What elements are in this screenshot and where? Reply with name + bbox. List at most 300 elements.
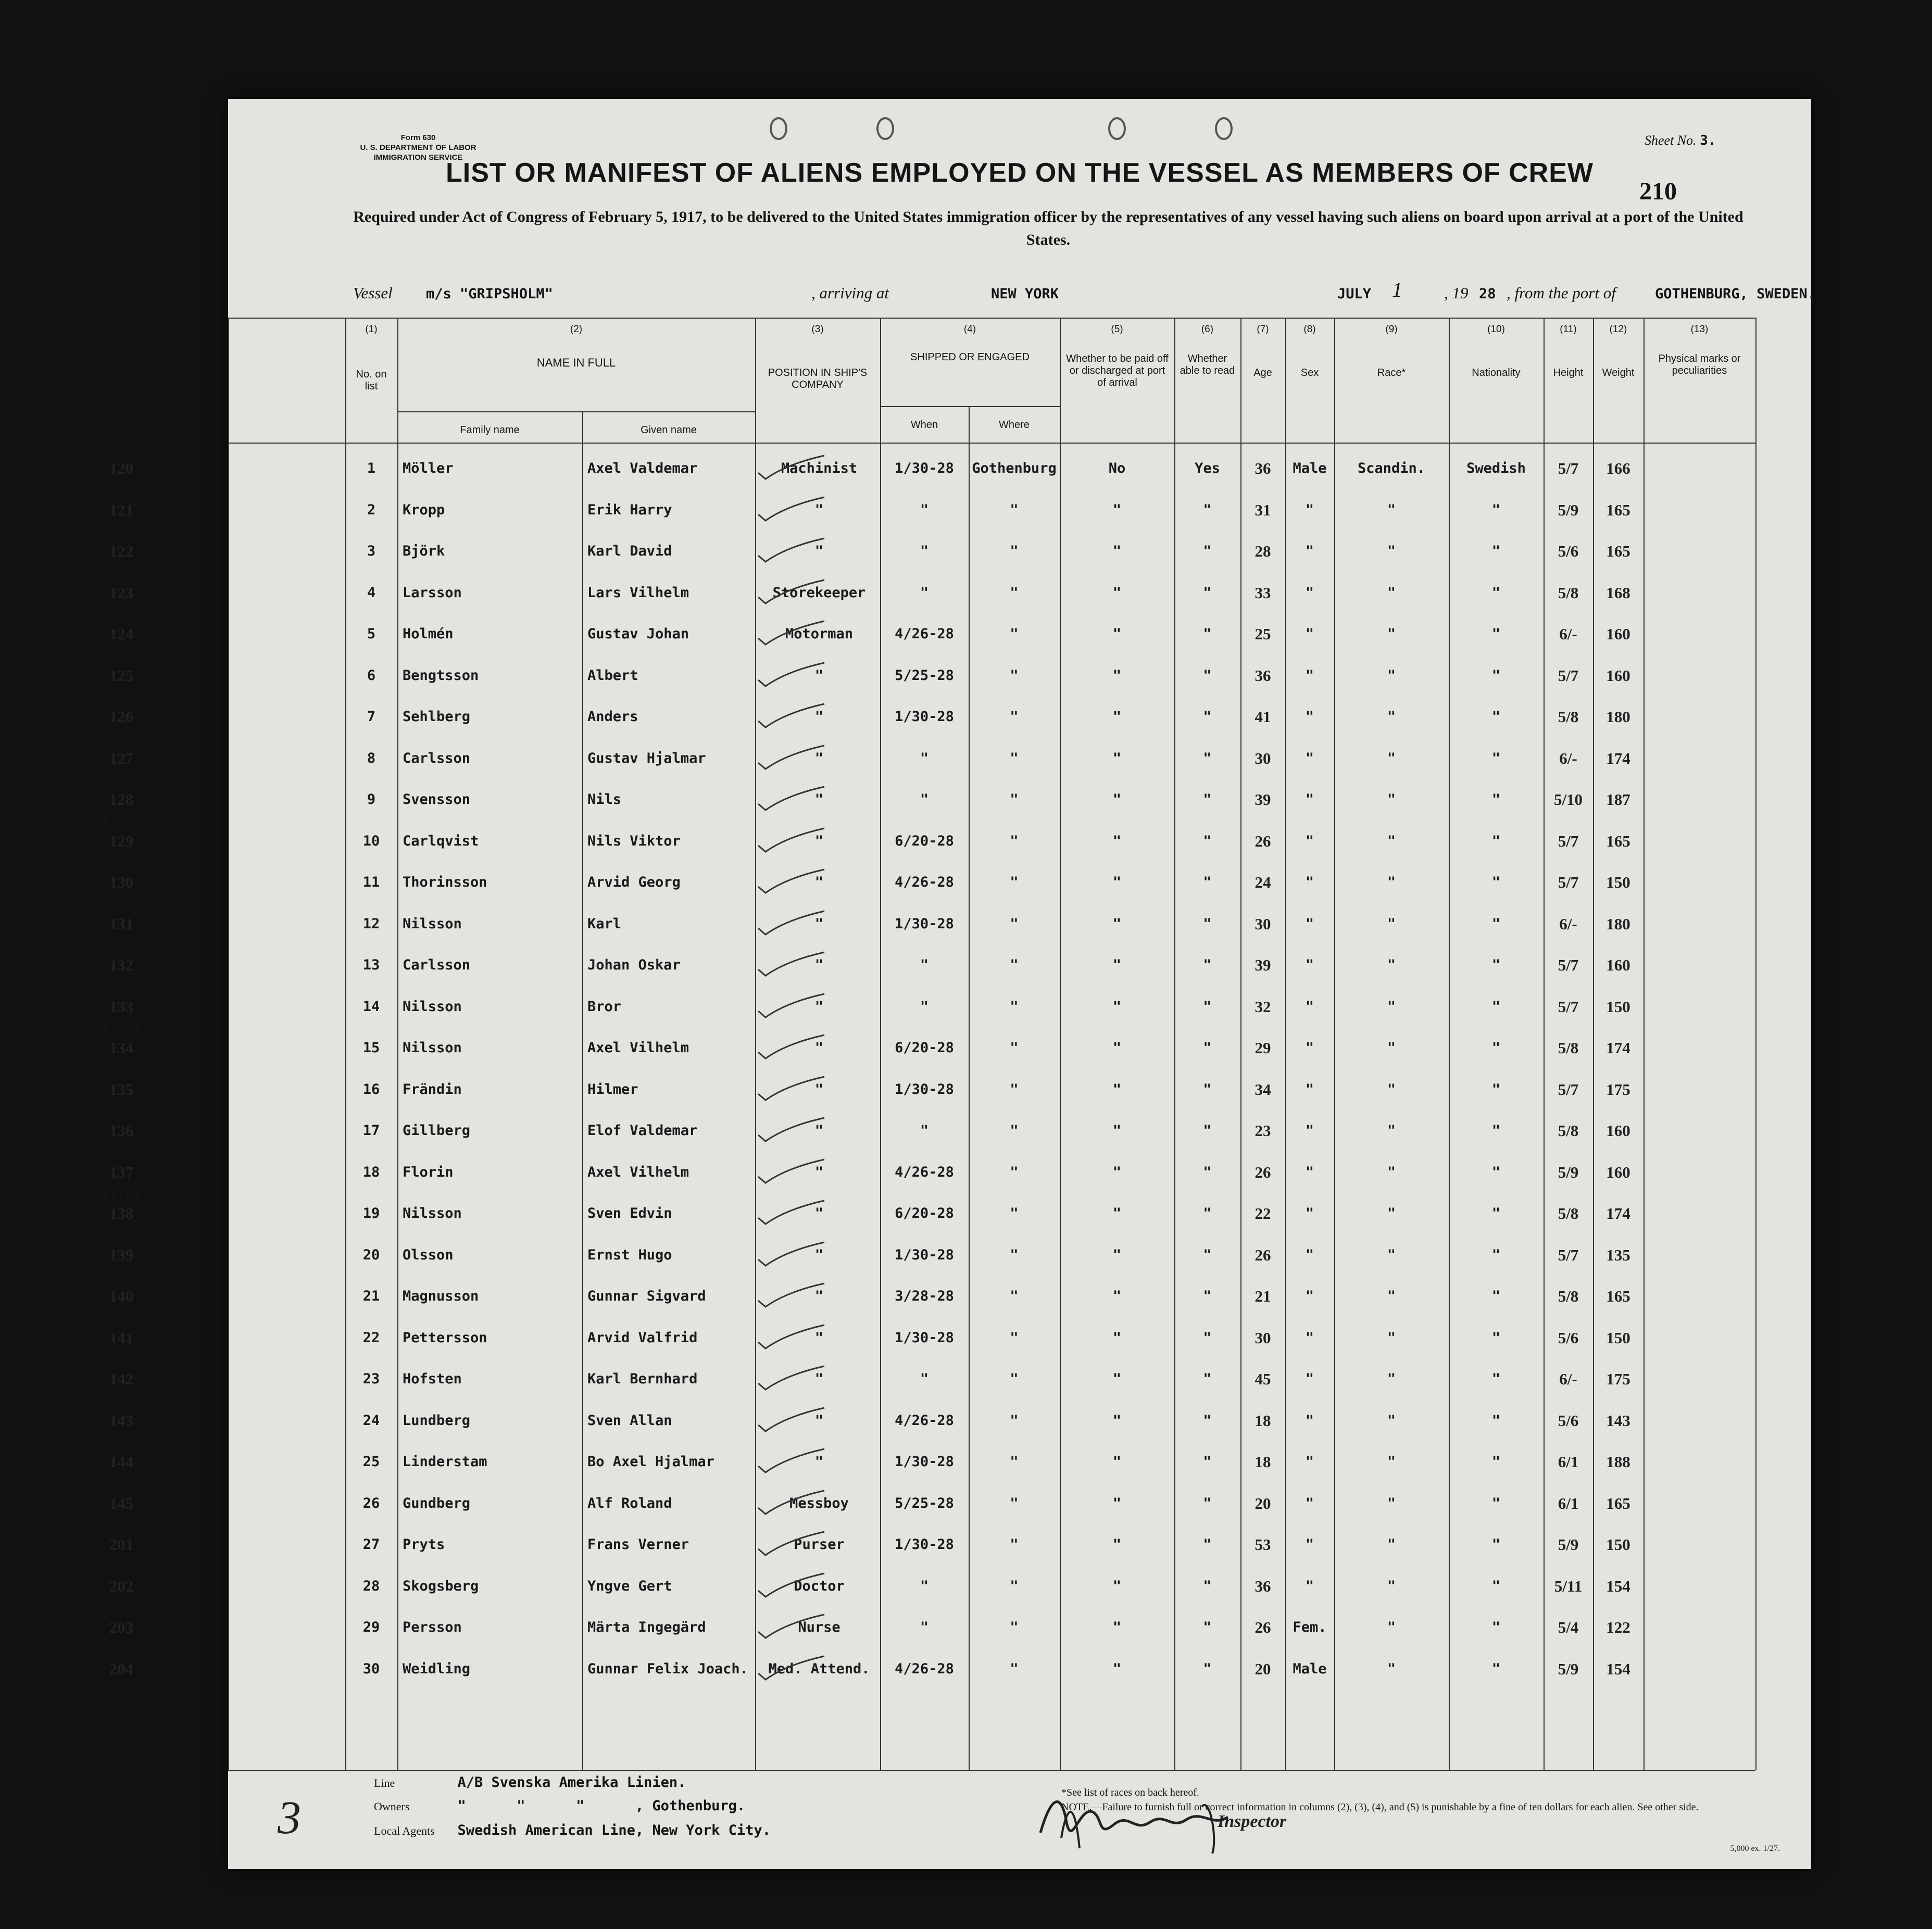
table-row (109, 779, 1811, 821)
shipped-where: " (1010, 1371, 1019, 1387)
header-physical-marks: Physical marks or peculiarities (1658, 353, 1741, 376)
weight: 175 (1606, 1080, 1630, 1099)
punch-hole (876, 117, 894, 140)
position: Machinist (781, 460, 858, 476)
paid-off: " (1112, 667, 1122, 684)
header-nationality: Nationality (1472, 367, 1521, 379)
sex: " (1305, 1205, 1314, 1221)
punch-hole (1215, 117, 1233, 140)
age: 45 (1254, 1370, 1271, 1388)
shipped-where: " (1010, 1578, 1019, 1594)
given-name: Karl Bernhard (587, 1371, 698, 1387)
paid-off: " (1112, 874, 1122, 890)
table-row (109, 1276, 1811, 1317)
header-family-name: Family name (460, 424, 520, 436)
weight: 150 (1606, 997, 1630, 1016)
margin-record-number: 131 (109, 914, 134, 933)
nationality: " (1491, 1040, 1501, 1056)
sex: " (1305, 1412, 1314, 1429)
table-row (109, 1069, 1811, 1111)
sex: " (1305, 833, 1314, 849)
check-mark-icon (754, 784, 827, 815)
able-to-read: " (1203, 874, 1212, 890)
sheet-label: Sheet No. (1645, 133, 1697, 148)
race: " (1387, 957, 1396, 973)
position: " (814, 791, 824, 808)
list-number: 8 (367, 750, 376, 766)
table-row (109, 655, 1811, 697)
family-name: Björk (403, 543, 445, 559)
margin-record-number: 201 (109, 1535, 134, 1554)
paid-off: " (1112, 915, 1122, 932)
paid-off: No (1108, 460, 1126, 476)
age: 29 (1254, 1039, 1271, 1057)
shipped-when: 4/26-28 (895, 874, 954, 890)
signature-text: Inspector (1218, 1812, 1287, 1831)
able-to-read: " (1203, 750, 1212, 766)
age: 31 (1254, 500, 1271, 519)
weight: 175 (1606, 1370, 1630, 1388)
shipped-where: " (1010, 750, 1019, 766)
weight: 160 (1606, 1163, 1630, 1181)
header-able-to-read: Whether able to read (1180, 353, 1235, 376)
list-number: 6 (367, 667, 376, 684)
check-mark-icon (754, 495, 827, 526)
family-name: Möller (403, 460, 454, 476)
margin-record-number: 132 (109, 956, 134, 974)
shipped-where: " (1010, 1412, 1019, 1429)
weight: 165 (1606, 831, 1630, 850)
family-name: Kropp (403, 501, 445, 518)
shipped-when: 6/20-28 (895, 1205, 954, 1221)
sex: " (1305, 874, 1314, 890)
given-name: Nils (587, 791, 622, 808)
able-to-read: " (1203, 1412, 1212, 1429)
header-when: When (910, 419, 938, 431)
paid-off: " (1112, 1040, 1122, 1056)
sex: " (1305, 915, 1314, 932)
table-row (109, 986, 1811, 1028)
margin-record-number: 136 (109, 1121, 134, 1140)
race: " (1387, 1081, 1396, 1098)
age: 18 (1254, 1411, 1271, 1430)
footer-line (374, 1774, 686, 1791)
height: 5/7 (1558, 956, 1579, 974)
requirement-text: Required under Act of Congress of February 5, 1917, to be delivered to the United States immigration officer by the representatives of any vessel having such aliens on board upon arrival at a port of the United States. (353, 208, 1743, 248)
paid-off: " (1112, 1371, 1122, 1387)
check-mark-icon (754, 1322, 827, 1354)
check-mark-icon (754, 909, 827, 940)
margin-record-number: 142 (109, 1370, 134, 1388)
shipped-when: " (920, 1371, 929, 1387)
position: " (814, 1454, 824, 1470)
table-row (109, 1234, 1811, 1276)
sex: " (1305, 998, 1314, 1015)
height: 6/- (1559, 625, 1577, 643)
header-age: Age (1253, 367, 1272, 379)
weight: 150 (1606, 1535, 1630, 1554)
paid-off: " (1112, 1619, 1122, 1635)
age: 41 (1254, 708, 1271, 726)
table-row (109, 1317, 1811, 1359)
paid-off: " (1112, 998, 1122, 1015)
header-name-in-full: NAME IN FULL (536, 356, 616, 369)
table-row (109, 1566, 1811, 1607)
given-name: Arvid Georg (587, 874, 681, 890)
position: " (814, 874, 824, 890)
able-to-read: " (1203, 626, 1212, 642)
margin-record-number: 135 (109, 1080, 134, 1099)
family-name: Linderstam (403, 1454, 487, 1470)
race: " (1387, 543, 1396, 559)
family-name: Gillberg (403, 1123, 471, 1139)
margin-record-number: 128 (109, 790, 134, 809)
list-number: 7 (367, 709, 376, 725)
nationality: " (1491, 1329, 1501, 1346)
age: 30 (1254, 1328, 1271, 1347)
able-to-read: " (1203, 543, 1212, 559)
given-name: Anders (587, 709, 638, 725)
footer-owners (374, 1798, 745, 1814)
race: " (1387, 709, 1396, 725)
sex: " (1305, 791, 1314, 808)
margin-record-number: 133 (109, 997, 134, 1016)
check-mark-icon (754, 1074, 827, 1105)
position: " (814, 1246, 824, 1263)
nationality: " (1491, 915, 1501, 932)
position: " (814, 501, 824, 518)
nationality: " (1491, 501, 1501, 518)
arrival-month: JULY (1337, 286, 1372, 302)
given-name: Sven Edvin (587, 1205, 672, 1221)
paid-off: " (1112, 791, 1122, 808)
family-name: Nilsson (403, 915, 462, 932)
list-number: 13 (362, 957, 380, 973)
able-to-read: " (1203, 1164, 1212, 1180)
table-row (109, 1400, 1811, 1442)
check-mark-icon (754, 701, 827, 733)
shipped-when: " (920, 543, 929, 559)
first-trip-note: First (103, 816, 141, 831)
nationality: " (1491, 1205, 1501, 1221)
given-name: Nils Viktor (587, 833, 681, 849)
given-name: Arvid Valfrid (587, 1329, 698, 1346)
paid-off: " (1112, 1454, 1122, 1470)
able-to-read: " (1203, 1288, 1212, 1304)
column-number: (3) (811, 324, 824, 335)
check-mark-icon (754, 1612, 827, 1643)
nationality: " (1491, 998, 1501, 1015)
sex: " (1305, 1454, 1314, 1470)
table-row (109, 613, 1811, 655)
check-mark-icon (754, 660, 827, 691)
column-number: (13) (1690, 324, 1709, 335)
margin-record-number: 126 (109, 708, 134, 726)
agents-label: Local Agents (374, 1824, 435, 1837)
column-number: (1) (365, 324, 378, 335)
shipped-where: " (1010, 1619, 1019, 1635)
table-row (109, 572, 1811, 614)
height: 5/6 (1558, 1328, 1579, 1347)
paid-off: " (1112, 833, 1122, 849)
family-name: Skogsberg (403, 1578, 479, 1594)
margin-record-number: 123 (109, 583, 134, 602)
table-row (109, 531, 1811, 572)
family-name: Frändin (403, 1081, 462, 1098)
given-name: Yngve Gert (587, 1578, 672, 1594)
able-to-read: " (1203, 833, 1212, 849)
shipped-when: 4/26-28 (895, 626, 954, 642)
shipped-when: 6/20-28 (895, 1040, 954, 1056)
owners-value: " " " , Gothenburg. (457, 1798, 746, 1814)
race: " (1387, 1246, 1396, 1263)
race: " (1387, 1040, 1396, 1056)
check-mark-icon (754, 1198, 827, 1229)
vessel-name: m/s "GRIPSHOLM" (426, 286, 553, 302)
height: 5/11 (1554, 1577, 1583, 1595)
sex: Male (1293, 1660, 1327, 1677)
paid-off: " (1112, 1123, 1122, 1139)
sex: " (1305, 584, 1314, 601)
check-mark-icon (754, 577, 827, 609)
shipped-where: " (1010, 957, 1019, 973)
paid-off: " (1112, 1578, 1122, 1594)
nationality: " (1491, 1371, 1501, 1387)
margin-record-number: 124 (109, 625, 134, 643)
list-number: 20 (362, 1246, 380, 1263)
nationality: " (1491, 626, 1501, 642)
race: " (1387, 1123, 1396, 1139)
list-number: 30 (362, 1660, 380, 1677)
given-name: Karl David (587, 543, 672, 559)
check-mark-icon (754, 1571, 827, 1602)
list-number: 1 (367, 460, 376, 476)
age: 36 (1254, 1577, 1271, 1595)
able-to-read: " (1203, 667, 1212, 684)
height: 5/7 (1558, 1245, 1579, 1264)
sex: " (1305, 1536, 1314, 1553)
shipped-where: " (1010, 1164, 1019, 1180)
weight: 168 (1606, 583, 1630, 602)
weight: 160 (1606, 625, 1630, 643)
weight: 160 (1606, 1121, 1630, 1140)
shipped-when: 3/28-28 (895, 1288, 954, 1304)
punch-hole (770, 117, 787, 140)
family-name: Larsson (403, 584, 462, 601)
sex: " (1305, 1288, 1314, 1304)
able-to-read: " (1203, 584, 1212, 601)
shipped-where: " (1010, 543, 1019, 559)
sex: " (1305, 1371, 1314, 1387)
margin-record-number: 134 (109, 1039, 134, 1057)
race: " (1387, 1329, 1396, 1346)
list-number: 22 (362, 1329, 380, 1346)
nationality: " (1491, 750, 1501, 766)
able-to-read: " (1203, 915, 1212, 932)
family-name: Nilsson (403, 998, 462, 1015)
table-row (109, 489, 1811, 531)
race: " (1387, 750, 1396, 766)
nationality: " (1491, 1164, 1501, 1180)
position: " (814, 1371, 824, 1387)
nationality: " (1491, 1495, 1501, 1511)
weight: 180 (1606, 914, 1630, 933)
paid-off: " (1112, 1536, 1122, 1553)
position: " (814, 1164, 824, 1180)
margin-record-number: 125 (109, 666, 134, 685)
check-mark-icon (754, 1281, 827, 1312)
nationality: " (1491, 791, 1501, 808)
list-number: 10 (362, 833, 380, 849)
age: 53 (1254, 1535, 1271, 1554)
shipped-when: 4/26-28 (895, 1412, 954, 1429)
nationality: " (1491, 1536, 1501, 1553)
check-mark-icon (754, 1529, 827, 1560)
penalty-note: NOTE.—Failure to furnish full or correct information in columns (2), (3), (4), and (5) is punishable by a fine of ten dollars for each alien. See other side. (1061, 1801, 1699, 1813)
column-number: (6) (1201, 324, 1214, 335)
list-number: 18 (362, 1164, 380, 1180)
shipped-where: " (1010, 791, 1019, 808)
table-row (109, 448, 1811, 489)
row-rule (397, 411, 755, 412)
paid-off: " (1112, 543, 1122, 559)
shipped-where: " (1010, 915, 1019, 932)
shipped-where: " (1010, 1205, 1019, 1221)
nationality: " (1491, 874, 1501, 890)
shipped-where: " (1010, 667, 1019, 684)
position: " (814, 915, 824, 932)
able-to-read: " (1203, 1536, 1212, 1553)
weight: 174 (1606, 1039, 1630, 1057)
arrival-port: NEW YORK (991, 286, 1059, 302)
list-number: 9 (367, 791, 376, 808)
given-name: Axel Vilhelm (587, 1040, 689, 1056)
weight: 160 (1606, 956, 1630, 974)
line-value: A/B Svenska Amerika Linien. (457, 1774, 686, 1791)
margin-record-number: 139 (109, 1245, 134, 1264)
given-name: Johan Oskar (587, 957, 681, 973)
family-name: Weidling (403, 1660, 471, 1677)
family-name: Bengtsson (403, 667, 479, 684)
position: " (814, 1040, 824, 1056)
height: 5/7 (1558, 873, 1579, 891)
position: " (814, 957, 824, 973)
height: 5/8 (1558, 708, 1579, 726)
weight: 174 (1606, 1204, 1630, 1222)
shipped-where: " (1010, 1495, 1019, 1511)
shipped-where: Gothenburg (972, 460, 1057, 476)
check-mark-icon (754, 536, 827, 567)
shipped-when: 1/30-28 (895, 915, 954, 932)
weight: 154 (1606, 1577, 1630, 1595)
able-to-read: " (1203, 1246, 1212, 1263)
shipped-when: " (920, 1123, 929, 1139)
position: " (814, 709, 824, 725)
check-mark-icon (754, 1654, 827, 1685)
paid-off: " (1112, 1246, 1122, 1263)
race: " (1387, 626, 1396, 642)
able-to-read: " (1203, 1454, 1212, 1470)
margin-record-number: 143 (109, 1411, 134, 1430)
table-row (109, 944, 1811, 986)
able-to-read: " (1203, 1040, 1212, 1056)
family-name: Gundberg (403, 1495, 471, 1511)
nationality: " (1491, 584, 1501, 601)
weight: 150 (1606, 1328, 1630, 1347)
paid-off: " (1112, 1205, 1122, 1221)
position: " (814, 667, 824, 684)
race: " (1387, 1164, 1396, 1180)
weight: 165 (1606, 500, 1630, 519)
weight: 160 (1606, 666, 1630, 685)
table-row (109, 696, 1811, 738)
race: " (1387, 791, 1396, 808)
given-name: Elof Valdemar (587, 1123, 698, 1139)
arriving-label: , arriving at (811, 284, 889, 302)
age: 28 (1254, 542, 1271, 560)
age: 22 (1254, 1204, 1271, 1222)
table-row (109, 862, 1811, 903)
column-number: (8) (1303, 324, 1316, 335)
race: " (1387, 874, 1396, 890)
position: Purser (794, 1536, 845, 1553)
column-number: (10) (1487, 324, 1505, 335)
race: " (1387, 1412, 1396, 1429)
column-number: (4) (963, 324, 976, 335)
footer-agents (374, 1822, 771, 1838)
list-number: 14 (362, 998, 380, 1015)
shipped-where: " (1010, 1288, 1019, 1304)
sheet-value: 3. (1700, 133, 1716, 148)
margin-record-number: 203 (109, 1618, 134, 1636)
family-name: Lundberg (403, 1412, 471, 1429)
weight: 165 (1606, 1287, 1630, 1305)
nationality: " (1491, 1578, 1501, 1594)
position: " (814, 1329, 824, 1346)
race: " (1387, 1288, 1396, 1304)
sex: " (1305, 1329, 1314, 1346)
height: 5/9 (1558, 1659, 1579, 1678)
age: 18 (1254, 1453, 1271, 1471)
list-number: 11 (362, 874, 380, 890)
position: " (814, 543, 824, 559)
height: 6/- (1559, 1370, 1577, 1388)
given-name: Gustav Johan (587, 626, 689, 642)
column-number: (12) (1609, 324, 1627, 335)
weight: 150 (1606, 873, 1630, 891)
nationality: " (1491, 667, 1501, 684)
weight: 154 (1606, 1659, 1630, 1678)
column-number: (7) (1257, 324, 1269, 335)
family-name: Thorinsson (403, 874, 487, 890)
list-number: 25 (362, 1454, 380, 1470)
margin-record-number: 137 (109, 1163, 134, 1181)
sex: " (1305, 709, 1314, 725)
header-sex: Sex (1300, 367, 1319, 379)
age: 36 (1254, 666, 1271, 685)
shipped-when: 6/20-28 (895, 833, 954, 849)
family-name: Carlqvist (403, 833, 479, 849)
position: " (814, 1205, 824, 1221)
sex: " (1305, 750, 1314, 766)
departure-port: GOTHENBURG, SWEDEN. (1655, 286, 1816, 302)
position: " (814, 1412, 824, 1429)
able-to-read: " (1203, 1660, 1212, 1677)
able-to-read: " (1203, 1619, 1212, 1635)
paid-off: " (1112, 1660, 1122, 1677)
check-mark-icon (754, 1115, 827, 1146)
column-number: (2) (570, 324, 583, 335)
